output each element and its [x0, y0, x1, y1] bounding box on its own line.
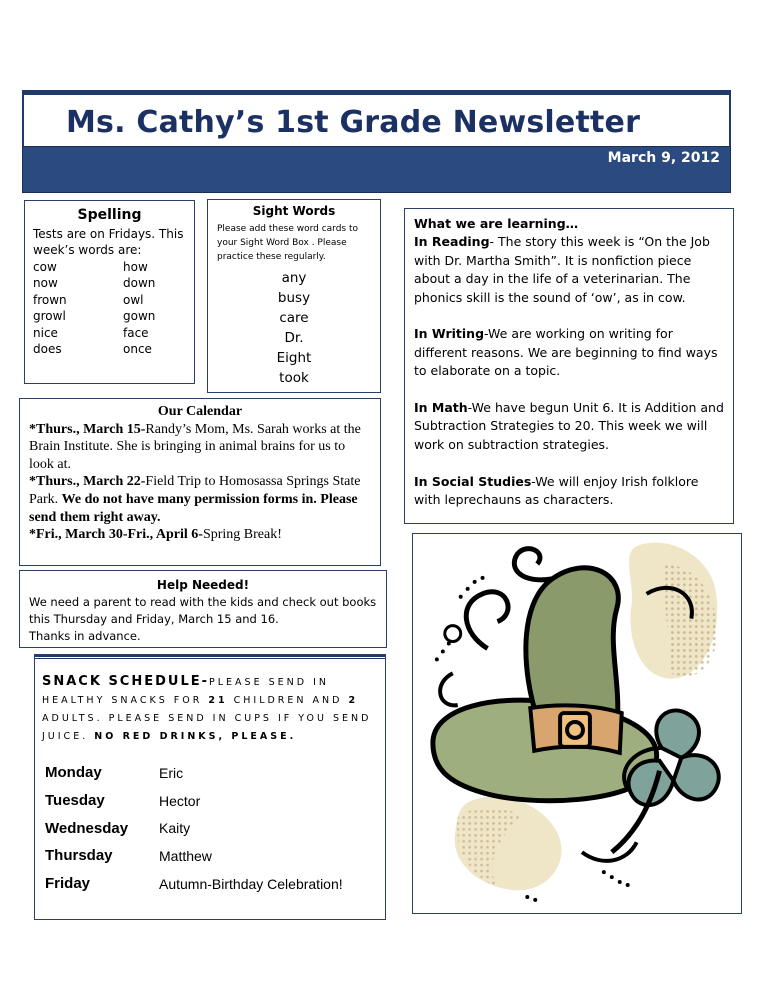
sight-word: busy — [277, 290, 311, 306]
schedule-day: Tuesday — [45, 792, 105, 810]
learning-reading: In Reading- The story this week is “On the Job with Dr. Martha Smith”. It is nonfiction piece about a day in the life of a veterinarian. The phonics skill is the sound of ‘ow’, as in cow. — [414, 234, 710, 305]
newsletter-title-box — [22, 90, 731, 148]
spelling-heading: Spelling — [77, 207, 142, 223]
spelling-word: nice — [33, 325, 58, 340]
schedule-day: Wednesday — [45, 819, 129, 837]
snack-schedule-table — [45, 759, 375, 897]
schedule-name: Autumn-Birthday Celebration! — [159, 875, 343, 892]
spelling-word: owl — [123, 292, 144, 307]
sight-word: took — [279, 370, 309, 386]
help-thanks: Thanks in advance. — [29, 629, 141, 643]
spelling-word: down — [123, 276, 156, 290]
date-bar — [22, 146, 731, 193]
spelling-word: does — [33, 342, 62, 356]
schedule-row — [45, 814, 375, 842]
schedule-name: Matthew — [159, 847, 212, 864]
snack-top-rule — [35, 655, 385, 659]
spelling-word: frown — [33, 292, 67, 307]
spelling-word-list — [33, 259, 186, 358]
schedule-day: Thursday — [45, 847, 113, 865]
sight-words-note: Please add these word cards to your Sight Word Box . Please practice these regularly. — [217, 224, 359, 262]
learning-writing: In Writing-We are working on writing for different reasons. We are beginning to find ways to elaborate on a topic. — [414, 326, 718, 379]
schedule-row — [45, 842, 375, 870]
learning-heading: What we are learning… — [414, 216, 579, 231]
snack-instructions: SNACK SCHEDULE-PLEASE SEND IN HEALTHY SNACKS FOR 21 CHILDREN AND 2 ADULTS. PLEASE SEND IN CUPS IF YOU SEND JUICE. NO RED DRINKS, PLEASE. — [42, 674, 372, 742]
spelling-word: growl — [33, 309, 66, 323]
spelling-word: now — [33, 276, 58, 290]
sight-word: care — [279, 310, 309, 326]
spelling-word: how — [123, 259, 148, 274]
spelling-word: once — [123, 342, 152, 356]
snack-schedule-box — [34, 654, 386, 920]
schedule-name: Hector — [159, 792, 201, 809]
spelling-box — [24, 200, 195, 384]
clipart-frame — [412, 533, 742, 914]
learning-box — [404, 208, 734, 524]
sight-words-box — [207, 199, 381, 393]
calendar-box — [19, 398, 381, 566]
calendar-event: *Fri., March 30-Fri., April 6-Spring Break! — [29, 527, 282, 543]
calendar-heading: Our Calendar — [157, 404, 243, 419]
spelling-word: gown — [123, 309, 156, 323]
leprechaun-hat-clover-icon — [413, 534, 741, 913]
schedule-row — [45, 759, 375, 787]
learning-label: In Reading — [414, 234, 490, 250]
help-needed-box — [19, 570, 387, 648]
sight-word: Eight — [276, 350, 312, 366]
newsletter-title: Ms. Cathy’s 1st Grade Newsletter — [66, 105, 641, 140]
learning-label: In Social Studies — [414, 473, 532, 489]
schedule-day: Monday — [45, 764, 102, 782]
spelling-intro: Tests are on Fridays. This week’s words are: — [33, 226, 184, 257]
sight-word: Dr. — [284, 330, 304, 346]
learning-label: In Writing — [414, 326, 485, 342]
learning-label: In Math — [414, 400, 468, 416]
spelling-word: cow — [33, 259, 57, 274]
help-heading: Help Needed! — [156, 578, 250, 592]
calendar-event: *Thurs., March 15-Randy’s Mom, Ms. Sarah works at the Brain Institute. She is bringing in animal brains for us to look at. — [29, 421, 361, 472]
sight-words-heading: Sight Words — [252, 204, 336, 218]
schedule-row — [45, 787, 375, 815]
calendar-event: *Thurs., March 22-Field Trip to Homosassa Springs State Park. We do not have many permission forms in. Please send them right away. — [29, 474, 361, 525]
snack-title: SNACK SCHEDULE- — [42, 674, 210, 689]
schedule-name: Kaity — [159, 820, 191, 837]
learning-math: In Math-We have begun Unit 6. It is Addition and Subtraction Strategies to 20. This week we will work on subtraction strategies. — [414, 400, 724, 452]
newsletter-date: March 9, 2012 — [607, 150, 720, 166]
help-text: We need a parent to read with the kids and check out books this Thursday and Friday, March 15 and 16. — [29, 595, 377, 626]
sight-word: any — [281, 270, 307, 286]
schedule-row — [45, 870, 375, 898]
schedule-name: Eric — [159, 764, 184, 781]
schedule-day: Friday — [45, 875, 91, 893]
learning-social-studies: In Social Studies-We will enjoy Irish folklore with leprechauns as characters. — [414, 473, 699, 508]
spelling-word: face — [123, 325, 149, 340]
